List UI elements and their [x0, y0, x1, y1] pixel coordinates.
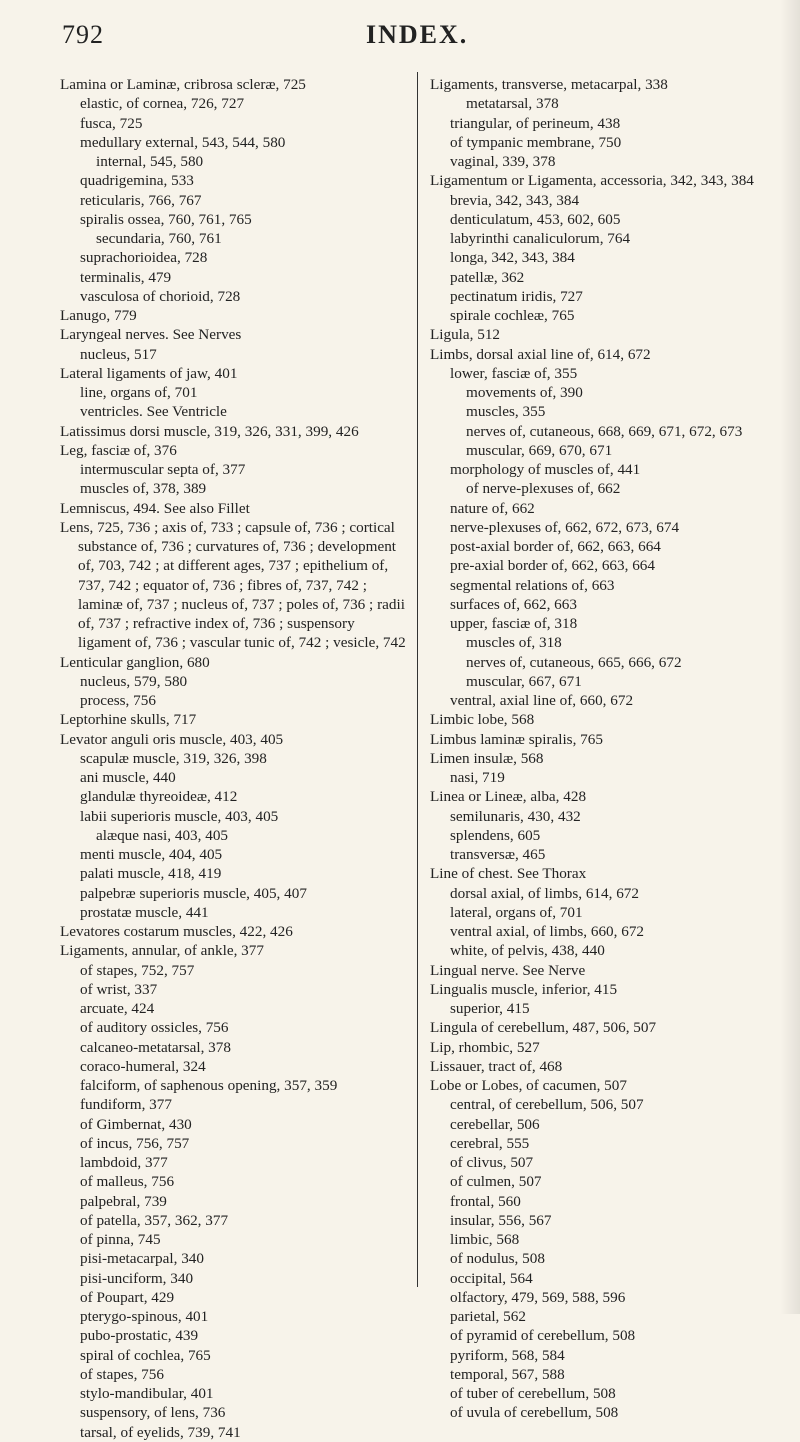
index-entry: muscles of, 378, 389	[80, 480, 207, 498]
index-entry: movements of, 390	[466, 384, 583, 401]
index-entry: of Gimbernat, 430	[80, 1115, 192, 1133]
index-entry: pisi-unciform, 340	[80, 1269, 194, 1287]
index-entry: internal, 545, 580	[96, 153, 204, 170]
index-entry: upper, fasciæ of, 318	[450, 615, 578, 632]
index-entry: nature of, 662	[450, 499, 535, 517]
index-entry: morphology of muscles of, 441	[450, 461, 641, 478]
index-entry: of pyramid of cerebellum, 508	[450, 1327, 636, 1345]
index-entry: denticulatum, 453, 602, 605	[450, 210, 621, 228]
index-entry: Limbus laminæ spiralis, 765	[430, 730, 603, 748]
index-entry: Line of chest. See Thorax	[430, 865, 587, 883]
index-entry: segmental relations of, 663	[450, 576, 615, 594]
index-entry: labii superioris muscle, 403, 405	[80, 807, 279, 825]
index-entry: lambdoid, 377	[80, 1154, 168, 1171]
index-entry: of malleus, 756	[80, 1173, 175, 1191]
index-entry: fusca, 725	[80, 114, 143, 132]
index-entry: elastic, of cornea, 726, 727	[80, 95, 245, 113]
index-entry: quadrigemina, 533	[80, 172, 194, 190]
index-entry: muscles of, 318	[466, 634, 562, 652]
index-entry: ventricles. See Ventricle	[80, 403, 227, 421]
index-entry: Leptorhine skulls, 717	[60, 711, 197, 729]
index-entry: nerves of, cutaneous, 665, 666, 672	[466, 653, 682, 671]
index-entry: Lobe or Lobes, of cacumen, 507	[430, 1077, 627, 1094]
index-entry: Ligula, 512	[430, 326, 501, 344]
index-entry: process, 756	[80, 692, 156, 709]
index-entry: Lingual nerve. See Nerve	[430, 961, 586, 979]
index-entry: menti muscle, 404, 405	[80, 846, 223, 863]
index-entry: of culmen, 507	[450, 1173, 542, 1191]
index-entry: cerebellar, 506	[450, 1115, 540, 1133]
index-entry: Linea or Lineæ, alba, 428	[430, 788, 587, 806]
page-title: INDEX.	[366, 20, 469, 49]
index-entry: arcuate, 424	[80, 1000, 155, 1017]
index-entry: superior, 415	[450, 1000, 530, 1017]
index-entry: fundiform, 377	[80, 1096, 172, 1114]
index-column-right	[430, 75, 780, 1423]
page-number: 792	[62, 20, 104, 49]
index-entry: pisi-metacarpal, 340	[80, 1250, 204, 1268]
index-entry: brevia, 342, 343, 384	[450, 191, 580, 209]
index-entry: intermuscular septa of, 377	[80, 461, 246, 478]
column-divider	[417, 72, 418, 1287]
index-entry: pre-axial border of, 662, 663, 664	[450, 557, 655, 575]
page-edge-shadow	[780, 0, 800, 1314]
index-entry: Lens, 725, 736 ; axis of, 733 ; capsule of, 736 ; cortical substance of, 736 ; curvatures of, 736 ; development of, 703, 742 ; at different ages, 737 ; epithelium of, 737, 742 ; equator of, 736 ; fibres of, 737, 742 ; laminæ of, 737 ; nucleus of, 737 ; poles of, 736 ; radii of, 737 ; refractive index of, 736 ; suspensory ligament of, 736 ; vascular tunic of, 742 ; vesicle, 742	[60, 518, 406, 652]
index-entry: limbic, 568	[450, 1231, 520, 1248]
index-entry: palpebræ superioris muscle, 405, 407	[80, 884, 307, 902]
index-entry: ventral axial, of limbs, 660, 672	[450, 923, 645, 940]
index-entry: nasi, 719	[450, 769, 505, 786]
index-entry: muscles, 355	[466, 403, 546, 421]
index-entry: of stapes, 756	[80, 1365, 164, 1383]
index-entry: glandulæ thyreoideæ, 412	[80, 788, 238, 806]
index-entry: white, of pelvis, 438, 440	[450, 942, 605, 960]
index-entry: secundaria, 760, 761	[96, 230, 222, 247]
index-entry: of pinna, 745	[80, 1231, 161, 1248]
index-entry: Lateral ligaments of jaw, 401	[60, 364, 238, 382]
index-entry: calcaneo-metatarsal, 378	[80, 1038, 231, 1056]
index-entry: of clivus, 507	[450, 1154, 534, 1171]
index-entry: Leg, fasciæ of, 376	[60, 441, 177, 459]
index-entry: Limbic lobe, 568	[430, 711, 535, 729]
index-entry: of auditory ossicles, 756	[80, 1019, 229, 1037]
index-entry: of stapes, 752, 757	[80, 961, 195, 979]
index-entry: semilunaris, 430, 432	[450, 807, 581, 825]
index-entry: nerve-plexuses of, 662, 672, 673, 674	[450, 518, 680, 536]
index-entry: tarsal, of eyelids, 739, 741	[80, 1423, 241, 1441]
index-entry: occipital, 564	[450, 1269, 533, 1287]
index-entry: vasculosa of chorioid, 728	[80, 287, 241, 305]
index-entry: Limen insulæ, 568	[430, 749, 544, 767]
index-entry: muscular, 669, 670, 671	[466, 441, 613, 459]
index-entry: Lissauer, tract of, 468	[430, 1057, 563, 1075]
index-entry: Levatores costarum muscles, 422, 426	[60, 923, 293, 940]
index-entry: pyriform, 568, 584	[450, 1346, 565, 1364]
index-entry: Lemniscus, 494. See also Fillet	[60, 499, 250, 517]
index-entry: nucleus, 517	[80, 345, 157, 363]
index-entry: pterygo-spinous, 401	[80, 1308, 209, 1325]
index-entry: of wrist, 337	[80, 980, 158, 998]
index-entry: of patella, 357, 362, 377	[80, 1211, 229, 1229]
index-entry: alæque nasi, 403, 405	[96, 826, 229, 844]
index-entry: ventral, axial line of, 660, 672	[450, 692, 634, 709]
index-entry: Lingula of cerebellum, 487, 506, 507	[430, 1019, 657, 1037]
index-entry: falciform, of saphenous opening, 357, 359	[80, 1077, 338, 1094]
index-entry: terminalis, 479	[80, 268, 172, 286]
index-entry: insular, 556, 567	[450, 1211, 552, 1229]
index-entry: of nodulus, 508	[450, 1250, 545, 1268]
index-entry: parietal, 562	[450, 1308, 526, 1325]
index-column-left	[60, 75, 410, 1442]
index-entry: spiral of cochlea, 765	[80, 1346, 211, 1364]
index-entry: palpebral, 739	[80, 1192, 167, 1210]
index-entry: scapulæ muscle, 319, 326, 398	[80, 749, 267, 767]
index-entry: suspensory, of lens, 736	[80, 1404, 226, 1422]
index-entry: of nerve-plexuses of, 662	[466, 480, 621, 498]
index-entry: cerebral, 555	[450, 1134, 530, 1152]
index-entry: nucleus, 579, 580	[80, 672, 188, 690]
index-entry: Lamina or Laminæ, cribrosa scleræ, 725	[60, 76, 306, 93]
index-entry: patellæ, 362	[450, 268, 525, 286]
page-header	[0, 12, 800, 52]
index-entry: post-axial border of, 662, 663, 664	[450, 538, 661, 555]
index-entry: vaginal, 339, 378	[450, 153, 556, 170]
index-entry: metatarsal, 378	[466, 95, 559, 113]
index-entry: spiralis ossea, 760, 761, 765	[80, 210, 252, 228]
index-entry: Ligaments, annular, of ankle, 377	[60, 942, 264, 960]
index-entry: spirale cochleæ, 765	[450, 307, 575, 324]
index-entry: stylo-mandibular, 401	[80, 1385, 214, 1402]
index-entry: Latissimus dorsi muscle, 319, 326, 331, 399, 426	[60, 422, 359, 440]
index-entry: palati muscle, 418, 419	[80, 865, 222, 883]
index-entry: frontal, 560	[450, 1192, 521, 1210]
index-entry: of Poupart, 429	[80, 1288, 175, 1306]
index-entry: splendens, 605	[450, 826, 541, 844]
index-entry: transversæ, 465	[450, 846, 546, 863]
index-entry: Lenticular ganglion, 680	[60, 653, 210, 671]
index-entry: prostatæ muscle, 441	[80, 903, 209, 921]
index-entry: lower, fasciæ of, 355	[450, 364, 578, 382]
index-entry: surfaces of, 662, 663	[450, 595, 577, 613]
index-entry: medullary external, 543, 544, 580	[80, 133, 286, 151]
index-entry: Levator anguli oris muscle, 403, 405	[60, 730, 284, 748]
index-entry: coraco-humeral, 324	[80, 1057, 206, 1075]
index-entry: reticularis, 766, 767	[80, 191, 202, 209]
index-entry: lateral, organs of, 701	[450, 903, 583, 921]
index-entry: olfactory, 479, 569, 588, 596	[450, 1288, 626, 1306]
index-entry: nerves of, cutaneous, 668, 669, 671, 672, 673	[466, 422, 743, 440]
index-entry: Limbs, dorsal axial line of, 614, 672	[430, 345, 651, 363]
index-entry: Lanugo, 779	[60, 307, 137, 324]
index-entry: dorsal axial, of limbs, 614, 672	[450, 884, 639, 902]
index-entry: temporal, 567, 588	[450, 1365, 565, 1383]
index-entry: muscular, 667, 671	[466, 672, 582, 690]
index-entry: labyrinthi canaliculorum, 764	[450, 230, 631, 247]
index-entry: Lingualis muscle, inferior, 415	[430, 980, 618, 998]
index-entry: central, of cerebellum, 506, 507	[450, 1096, 644, 1114]
index-entry: of uvula of cerebellum, 508	[450, 1404, 619, 1422]
index-entry: line, organs of, 701	[80, 384, 198, 401]
index-entry: of tuber of cerebellum, 508	[450, 1385, 616, 1402]
index-entry: of tympanic membrane, 750	[450, 133, 622, 151]
index-entry: longa, 342, 343, 384	[450, 249, 575, 267]
index-entry: suprachorioidea, 728	[80, 249, 208, 267]
index-entry: Ligaments, transverse, metacarpal, 338	[430, 76, 668, 93]
index-entry: Ligamentum or Ligamenta, accessoria, 342, 343, 384	[430, 172, 754, 190]
index-entry: Lip, rhombic, 527	[430, 1038, 540, 1056]
index-entry: ani muscle, 440	[80, 769, 176, 786]
index-entry: of incus, 756, 757	[80, 1134, 190, 1152]
index-entry: Laryngeal nerves. See Nerves	[60, 326, 242, 344]
index-entry: pectinatum iridis, 727	[450, 287, 583, 305]
index-entry: triangular, of perineum, 438	[450, 114, 621, 132]
index-entry: pubo-prostatic, 439	[80, 1327, 199, 1345]
